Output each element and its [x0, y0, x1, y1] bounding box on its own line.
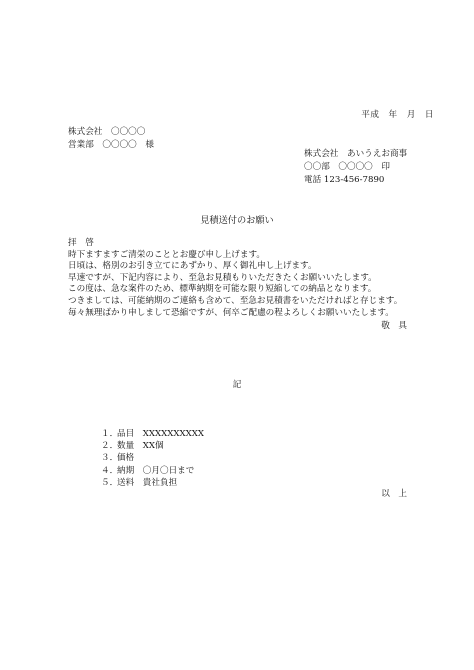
body-line: 毎々無理ばかり申しまして恐縮ですが、何卒ご配慮の程よろしくお願いいたします。	[68, 307, 394, 318]
item-number: ３．	[101, 453, 119, 464]
sender-phone: 電話 123-456-7890	[304, 175, 385, 185]
sender-block	[304, 150, 407, 189]
list-item	[101, 467, 204, 479]
item-list	[101, 430, 204, 491]
recipient-person: 営業部 〇〇〇〇 様	[68, 140, 154, 150]
end-mark: 以 上	[381, 489, 407, 499]
item-number: １．	[101, 429, 119, 439]
list-item	[101, 479, 204, 491]
document-title: 見積送付のお願い	[200, 215, 274, 226]
list-item	[101, 454, 204, 466]
body-line: つきましては、可能納期のご連絡も含めて、至急お見積書をいただければと存じます。	[68, 295, 403, 306]
sender-company: 株式会社 あいうえお商事	[304, 149, 408, 159]
item-text: 価格	[117, 453, 135, 464]
item-number: ２．	[101, 441, 119, 452]
opening-salutation: 拝 啓	[68, 238, 94, 248]
item-number: ５．	[101, 477, 119, 488]
sender-person: 〇〇部 〇〇〇〇 印	[304, 162, 390, 172]
item-number: ４．	[101, 465, 119, 476]
item-text: 数量 XX個	[117, 441, 164, 452]
item-text: 納期 〇月〇日まで	[117, 465, 195, 476]
closing-salutation: 敬 具	[381, 321, 407, 331]
body-line: 時下ますますご清栄のこととお慶び申し上げます。	[68, 249, 265, 260]
recipient-company: 株式会社 〇〇〇〇	[68, 127, 146, 137]
item-text: 送料 貴社負担	[117, 477, 178, 488]
date: 平成 年 月 日	[361, 110, 434, 120]
body-line: 早速ですが、下記内容により、至急お見積もりいただきたくお願いいたします。	[68, 272, 377, 283]
letter-body	[68, 239, 402, 320]
ki-heading: 記	[232, 380, 242, 390]
body-line: 日頃は、格別のお引き立てにあずかり、厚く御礼申し上げます。	[68, 261, 317, 272]
body-line: この度は、急な案件のため、標準納期を可能な限り短縮しての納品となります。	[68, 284, 377, 295]
item-text: 品目 XXXXXXXXXX	[117, 429, 204, 439]
